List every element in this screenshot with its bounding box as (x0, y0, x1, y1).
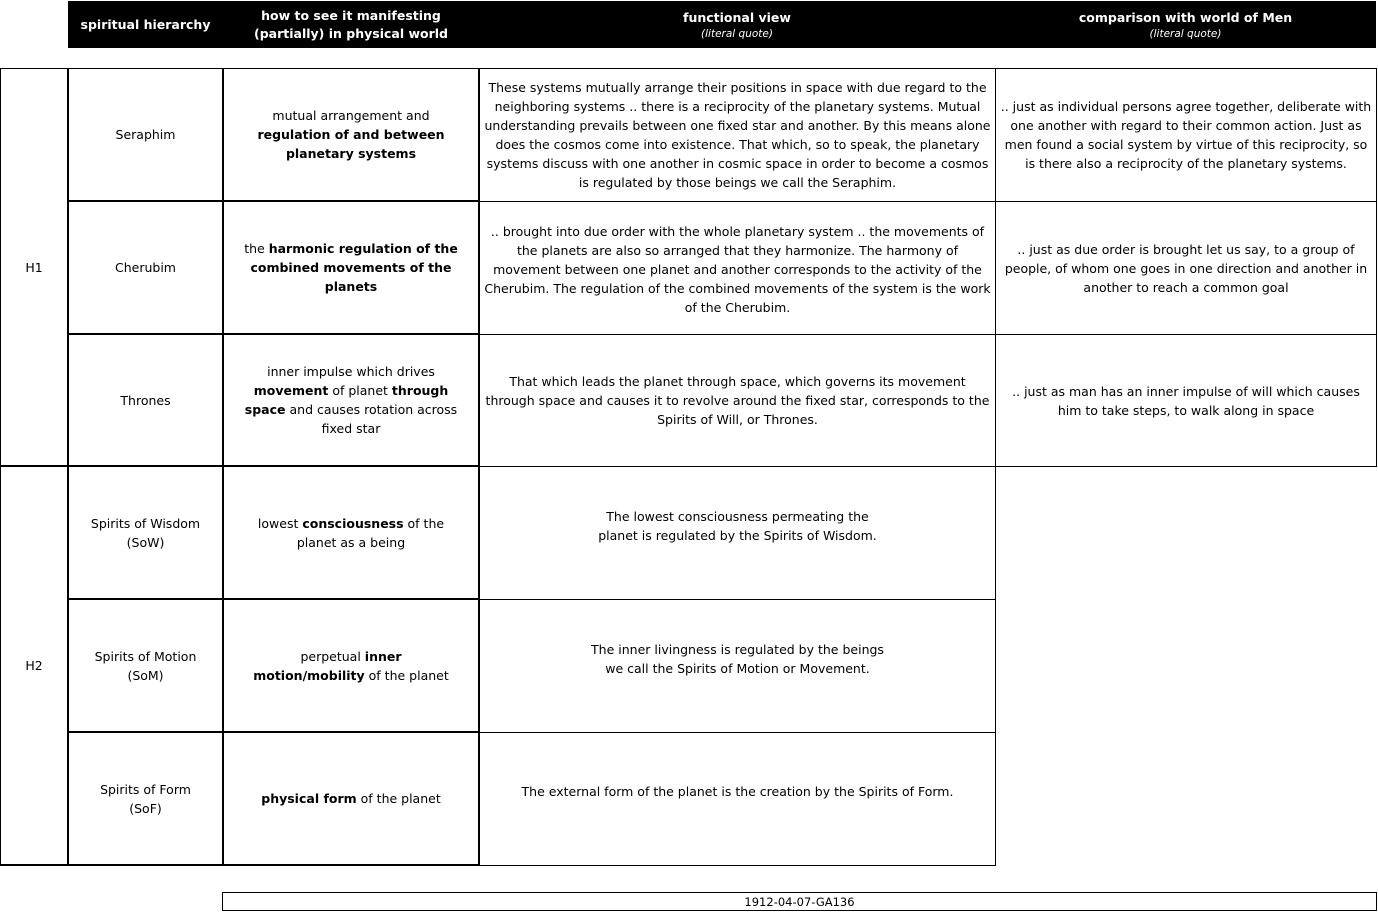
row-sof-functional (479, 732, 996, 866)
row-seraphim-functional (479, 68, 996, 202)
manifest-fragment: of planet (328, 383, 392, 398)
manifest-fragment: mutual arrangement and (272, 108, 430, 123)
header-functional-sub: (literal quote) (701, 27, 773, 40)
header-hierarchy (68, 1, 223, 48)
row-sow-name (68, 466, 224, 600)
manifest-fragment: of the planet (364, 667, 449, 683)
manifest-fragment-bold: inner motion/mobility (253, 648, 402, 683)
manifest-fragment-bold: harmonic regulation of the combined movements of the planets (250, 241, 458, 294)
row-sow-functional (479, 466, 996, 600)
comparison-quote: .. just as individual persons agree together, deliberate with one another with regard to their common action. Just as men found a social system by virtue of this reciprocity, so is there also a reciprocity of the planetary systems. (1000, 99, 1372, 171)
manifest-fragment-bold: through space (244, 383, 449, 417)
group-h1-label: H1 (25, 259, 43, 275)
row-som-name (68, 599, 224, 733)
header-manifest (223, 1, 479, 48)
manifest-fragment: of the planet as a being (296, 515, 445, 550)
hierarchy-name: Cherubim (115, 260, 176, 275)
row-cherubim-manifest (223, 201, 480, 335)
functional-quote: The lowest consciousness permeating the planet is regulated by the Spirits of Wisdom. (598, 509, 877, 543)
hierarchy-abbr: (SoM) (127, 667, 164, 683)
group-h1 (0, 68, 69, 467)
row-som-functional (479, 599, 996, 733)
source-reference (222, 892, 1377, 911)
header-manifest-line-1: how to see it manifesting (261, 7, 441, 23)
row-thrones-comparison (995, 334, 1377, 467)
hierarchy-name: Spirits of Motion (94, 648, 197, 664)
row-thrones-name (68, 334, 224, 467)
hierarchy-name: Seraphim (115, 127, 176, 142)
row-cherubim-comparison (995, 201, 1377, 335)
manifest-fragment: lowest (257, 515, 303, 531)
manifest-fragment: the (244, 241, 269, 256)
row-seraphim-comparison (995, 68, 1377, 202)
functional-quote: The inner livingness is regulated by the beings we call the Spirits of Motion or Movement. (591, 642, 884, 676)
hierarchy-abbr: (SoF) (129, 800, 162, 816)
group-h2-label: H2 (25, 658, 43, 673)
manifest-fragment: of the planet (356, 791, 441, 806)
group-h2 (0, 466, 69, 866)
manifest-fragment-bold: physical form (261, 791, 357, 806)
row-sof-manifest (223, 732, 480, 866)
manifest-fragment: inner impulse which drives (267, 364, 435, 379)
manifest-text (240, 362, 462, 438)
hierarchy-name: Spirits of Wisdom (90, 515, 201, 531)
manifest-text (251, 647, 451, 685)
manifest-fragment-bold: regulation of and between planetary systems (257, 127, 445, 161)
header-bar (68, 1, 1376, 48)
comparison-quote: .. just as man has an inner impulse of will which causes him to take steps, to walk along in space (1012, 383, 1360, 418)
header-hierarchy-label: spiritual hierarchy (80, 16, 211, 32)
functional-quote: .. brought into due order with the whole planetary system .. the movements of the planets are also so arranged that they harmonize. The harmony of movement between one planet and another corresponds to the activity of the Cherubim. The regulation of the combined movements of the system is the work of the Cherubim. (484, 224, 991, 315)
manifest-text (240, 514, 462, 552)
hierarchy-name: Spirits of Form (100, 781, 191, 797)
functional-quote: The external form of the planet is the creation by the Spirits of Form. (521, 784, 954, 799)
comparison-quote: .. just as due order is brought let us say, to a group of people, of whom one goes in one direction and another in another to reach a common goal (1004, 241, 1368, 295)
row-seraphim-manifest (223, 68, 480, 202)
manifest-fragment: perpetual (300, 648, 365, 664)
manifest-text (261, 789, 441, 808)
header-comparison-label: comparison with world of Men (1078, 9, 1293, 25)
hierarchy-abbr: (SoW) (126, 534, 165, 550)
row-seraphim-name (68, 68, 224, 202)
header-functional-label: functional view (683, 9, 791, 25)
header-comparison (995, 1, 1376, 48)
functional-quote: These systems mutually arrange their positions in space with due regard to the neighboring systems .. there is a reciprocity of the planetary systems. Mutual understanding prevails between one fixed star and another. By this means alone does the cosmos come into existence. That which, so to speak, the planetary systems discuss with one another in cosmic space in order to become a cosmos is regulated by those beings we call the Seraphim. (484, 80, 991, 190)
manifest-fragment: and causes rotation across fixed star (285, 402, 458, 436)
row-cherubim-name (68, 201, 224, 335)
functional-quote: That which leads the planet through space, which governs its movement through space and causes it to revolve around the fixed star, corresponds to the Spirits of Will, or Thrones. (485, 374, 990, 427)
row-som-manifest (223, 599, 480, 733)
manifest-text (227, 239, 475, 296)
row-cherubim-functional (479, 201, 996, 335)
header-manifest-line-2: (partially) in physical world (253, 25, 448, 41)
source-reference-label: 1912-04-07-GA136 (744, 894, 855, 909)
row-thrones-manifest (223, 334, 480, 467)
row-sow-manifest (223, 466, 480, 600)
row-sof-name (68, 732, 224, 866)
manifest-fragment-bold: movement (253, 383, 329, 398)
header-functional (479, 1, 995, 48)
manifest-fragment-bold: consciousness (302, 515, 404, 531)
hierarchy-name: Thrones (120, 392, 171, 408)
header-comparison-sub: (literal quote) (1149, 27, 1222, 40)
manifest-text (235, 106, 467, 163)
row-thrones-functional (479, 334, 996, 467)
